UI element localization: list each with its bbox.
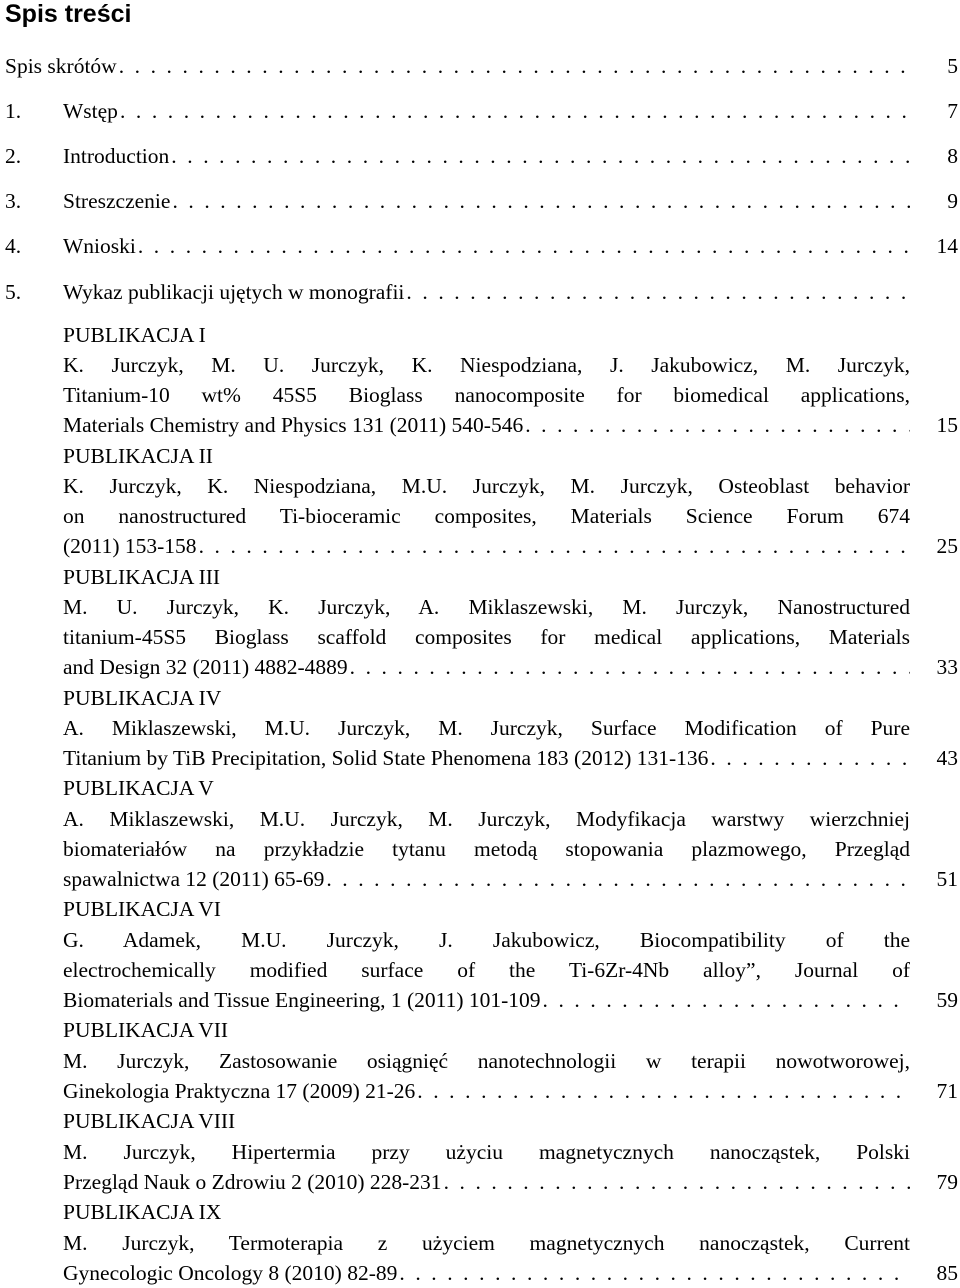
publication-heading: PUBLIKACJA VII	[63, 1018, 229, 1042]
section-number: 5.	[5, 280, 22, 304]
toc-entry-introduction-pl[interactable]	[5, 96, 910, 126]
toc-entry-label: Introduction	[63, 144, 170, 168]
publication-heading: PUBLIKACJA III	[63, 565, 221, 589]
page-number: 8	[947, 144, 958, 168]
publication-citation-line: K. Jurczyk, M. U. Jurczyk, K. Niespodziana, J. Jakubowicz, M. Jurczyk,	[63, 353, 910, 377]
page-number: 43	[936, 746, 958, 770]
publication-heading: PUBLIKACJA II	[63, 444, 213, 468]
toc-entry-publication-list[interactable]	[5, 277, 910, 307]
toc-entry-conclusions[interactable]	[5, 231, 910, 261]
dot-leader	[442, 1167, 910, 1197]
toc-entry-label: Wstęp	[63, 99, 118, 123]
toc-entry-publication-3[interactable]	[63, 652, 910, 682]
toc-entry-label: Wnioski	[63, 234, 136, 258]
publication-citation-line: (2011) 153-158	[63, 534, 197, 558]
dot-leader	[348, 652, 910, 682]
publication-citation-line: Gynecologic Oncology 8 (2010) 82-89	[63, 1261, 398, 1285]
dot-leader	[136, 231, 910, 261]
page-number: 59	[936, 988, 958, 1012]
publication-heading: PUBLIKACJA V	[63, 776, 214, 800]
page-number: 25	[936, 534, 958, 558]
publication-citation-line: electrochemically modified surface of the Ti-6Zr-4Nb alloy”, Journal of	[63, 958, 910, 982]
page-title: Spis treści	[5, 0, 132, 28]
page-number: 85	[936, 1261, 958, 1285]
page-number: 33	[936, 655, 958, 679]
dot-leader	[324, 864, 910, 894]
dot-leader	[170, 186, 910, 216]
dot-leader	[404, 277, 910, 307]
publication-citation-line: spawalnictwa 12 (2011) 65-69	[63, 867, 325, 891]
publication-citation-line: biomateriałów na przykładzie tytanu metodą stopowania plazmowego, Przegląd	[63, 837, 910, 861]
page-number: 7	[947, 99, 958, 123]
page-number: 5	[947, 54, 958, 78]
publication-citation-line: M. Jurczyk, Hipertermia przy użyciu magnetycznych nanocząstek, Polski	[63, 1140, 910, 1164]
dot-leader	[169, 141, 910, 171]
publication-citation-line: K. Jurczyk, K. Niespodziana, M.U. Jurczyk, M. Jurczyk, Osteoblast behavior	[63, 474, 910, 498]
publication-citation-line: Przegląd Nauk o Zdrowiu 2 (2010) 228-231	[63, 1170, 442, 1194]
publication-citation-line: Biomaterials and Tissue Engineering, 1 (2011) 101-109	[63, 988, 541, 1012]
publication-citation-line: Titanium-10 wt% 45S5 Bioglass nanocomposite for biomedical applications,	[63, 383, 910, 407]
publication-heading: PUBLIKACJA VI	[63, 897, 221, 921]
publication-citation-line: M. Jurczyk, Zastosowanie osiągnięć nanotechnologii w terapii nowotworowej,	[63, 1049, 910, 1073]
publication-heading: PUBLIKACJA I	[63, 323, 206, 347]
publication-citation-line: Ginekologia Praktyczna 17 (2009) 21-26	[63, 1079, 416, 1103]
publication-citation-line: A. Miklaszewski, M.U. Jurczyk, M. Jurczyk, Modyfikacja warstwy wierzchniej	[63, 807, 910, 831]
page-number: 15	[936, 413, 958, 437]
section-number: 1.	[5, 99, 22, 123]
toc-entry-publication-1[interactable]	[63, 410, 910, 440]
dot-leader	[197, 531, 910, 561]
toc-entry-publication-5[interactable]	[63, 864, 910, 894]
publication-citation-line: G. Adamek, M.U. Jurczyk, J. Jakubowicz, Biocompatibility of the	[63, 928, 910, 952]
toc-entry-publication-2[interactable]	[63, 531, 910, 561]
page-number: 51	[936, 867, 958, 891]
publication-citation-line: Materials Chemistry and Physics 131 (2011) 540-546	[63, 413, 524, 437]
toc-entry-publication-8[interactable]	[63, 1167, 910, 1197]
toc-entry-label: Spis skrótów	[5, 54, 117, 78]
publication-heading: PUBLIKACJA IX	[63, 1200, 222, 1224]
section-number: 3.	[5, 189, 22, 213]
dot-leader	[541, 985, 910, 1015]
toc-entry-publication-7[interactable]	[63, 1076, 910, 1106]
toc-entry-summary[interactable]	[5, 186, 910, 216]
page-number	[910, 277, 958, 307]
publication-citation-line: on nanostructured Ti-bioceramic composites, Materials Science Forum 674	[63, 504, 910, 528]
publication-citation-line: and Design 32 (2011) 4882-4889	[63, 655, 348, 679]
toc-entry-label: Wykaz publikacji ujętych w monografii	[63, 280, 405, 304]
dot-leader	[117, 51, 910, 81]
publication-citation-line: Titanium by TiB Precipitation, Solid State Phenomena 183 (2012) 131-136	[63, 746, 709, 770]
section-number: 2.	[5, 144, 22, 168]
dot-leader	[415, 1076, 910, 1106]
publication-heading: PUBLIKACJA IV	[63, 686, 222, 710]
toc-entry-introduction-en[interactable]	[5, 141, 910, 171]
toc-entry-publication-9[interactable]	[63, 1258, 910, 1288]
toc-entry-publication-6[interactable]	[63, 985, 910, 1015]
dot-leader	[397, 1258, 910, 1288]
dot-leader	[708, 743, 910, 773]
toc-entry-abbreviations[interactable]	[5, 51, 910, 81]
publication-heading: PUBLIKACJA VIII	[63, 1109, 236, 1133]
publication-citation-line: A. Miklaszewski, M.U. Jurczyk, M. Jurczyk, Surface Modification of Pure	[63, 716, 910, 740]
page-number: 71	[936, 1079, 958, 1103]
section-number: 4.	[5, 234, 22, 258]
publication-citation-line: titanium-45S5 Bioglass scaffold composites for medical applications, Materials	[63, 625, 910, 649]
dot-leader	[523, 410, 910, 440]
dot-leader	[118, 96, 910, 126]
toc-entry-label: Streszczenie	[63, 189, 171, 213]
publication-citation-line: M. U. Jurczyk, K. Jurczyk, A. Miklaszewski, M. Jurczyk, Nanostructured	[63, 595, 910, 619]
publication-citation-line: M. Jurczyk, Termoterapia z użyciem magnetycznych nanocząstek, Current	[63, 1231, 910, 1255]
toc-entry-publication-4[interactable]	[63, 743, 910, 773]
page-number: 9	[947, 189, 958, 213]
page-number: 79	[936, 1170, 958, 1194]
page-number: 14	[936, 234, 958, 258]
